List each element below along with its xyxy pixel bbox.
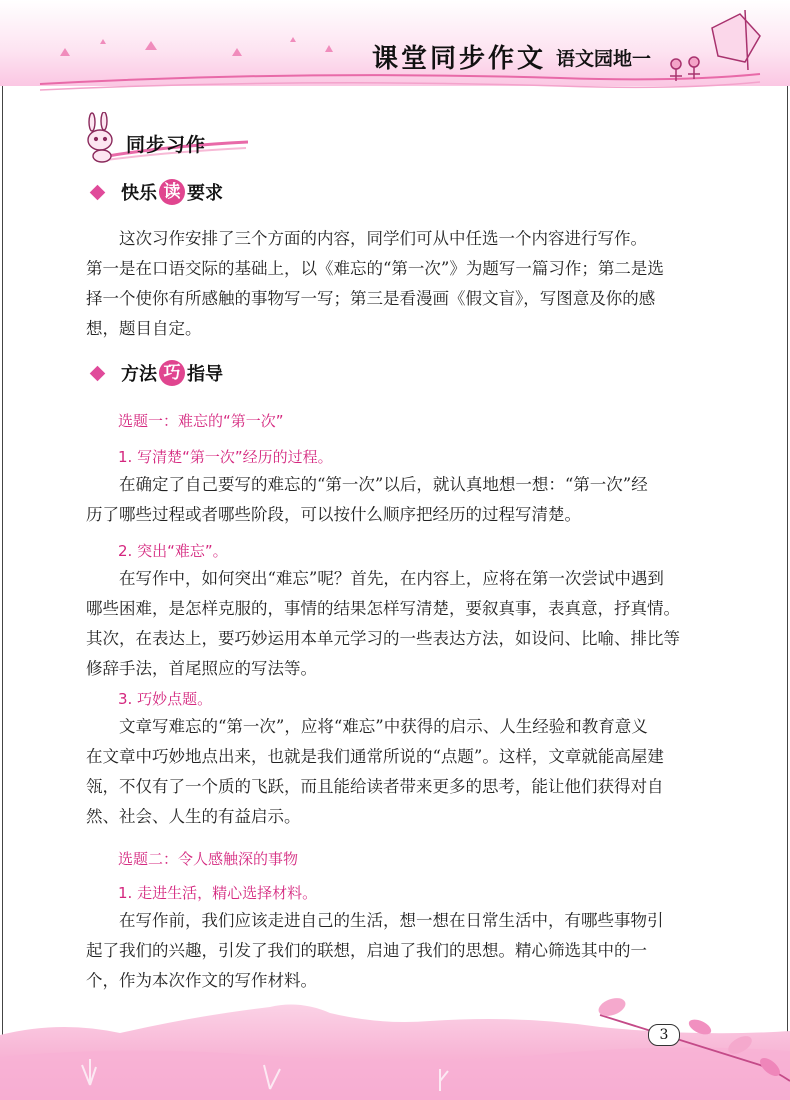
text-line: 在确定了自己要写的难忘的“第一次”以后，就认真地想一想：“第一次”经 [119, 475, 648, 494]
text-line: 然、社会、人生的有益启示。 [86, 807, 301, 826]
text-line: 在写作中，如何突出“难忘”呢？首先，在内容上，应将在第一次尝试中遇到 [119, 569, 664, 588]
paragraph-point-two [86, 564, 716, 684]
subheading-requirements [92, 177, 223, 207]
text-line: 起了我们的兴趣，引发了我们的联想，启迪了我们的思想。精心筛选其中的一 [86, 941, 647, 960]
point-four-heading: 1. 走进生活，精心选择材料。 [118, 884, 318, 902]
subheading-badge: 读 [159, 179, 185, 205]
point-two-heading: 2. 突出“难忘”。 [118, 542, 228, 560]
text-line: 瓴，不仅有了一个质的飞跃，而且能给读者带来更多的思考，能让他们获得对自 [86, 777, 664, 796]
text-line: 文章写难忘的“第一次”，应将“难忘”中获得的启示、人生经验和教育意义 [119, 717, 648, 736]
topic-two-heading: 选题二：令人感触深的事物 [118, 850, 299, 868]
subheading-text: 方法 [121, 364, 157, 385]
text-line: 其次，在表达上，要巧妙运用本单元学习的一些表达方法，如设问、比喻、排比等 [86, 629, 680, 648]
text-line: 修辞手法，首尾照应的写法等。 [86, 659, 317, 678]
page-number: 3 [648, 1024, 680, 1046]
text-line: 择一个使你有所感触的事物写一写；第三是看漫画《假文盲》，写图意及你的感 [86, 289, 656, 308]
subheading-text: 指导 [187, 364, 223, 385]
text-line: 想，题目自定。 [86, 319, 202, 338]
text-line: 在文章中巧妙地点出来，也就是我们通常所说的“点题”。这样，文章就能高屋建 [86, 747, 664, 766]
header-subtitle: 语文园地一 [556, 48, 652, 70]
page-header [0, 0, 790, 110]
point-three-heading: 3. 巧妙点题。 [118, 690, 213, 708]
subheading-guidance [92, 358, 223, 388]
subheading-text: 要求 [187, 183, 223, 204]
topic-one-heading: 选题一：难忘的“第一次” [118, 412, 284, 430]
section-title: 同步习作 [126, 134, 207, 156]
text-line: 历了哪些过程或者哪些阶段，可以按什么顺序把经历的过程写清楚。 [86, 505, 581, 524]
paragraph-point-one [86, 470, 716, 530]
point-one-heading: 1. 写清楚“第一次”经历的过程。 [118, 448, 333, 466]
text-line: 第一是在口语交际的基础上，以《难忘的“第一次”》为题写一篇习作；第二是选 [86, 259, 664, 278]
paragraph-point-four [86, 906, 716, 996]
paragraph-requirements [86, 224, 716, 344]
diamond-icon [90, 365, 106, 381]
subheading-badge: 巧 [159, 360, 185, 386]
text-line: 哪些困难，是怎样克服的，事情的结果怎样写清楚，要叙真事，表真意，抒真情。 [86, 599, 680, 618]
text-line: 这次习作安排了三个方面的内容，同学们可从中任选一个内容进行写作。 [119, 229, 647, 248]
paragraph-point-three [86, 712, 716, 832]
kids-flag-icon [670, 10, 760, 81]
header-title: 课堂同步作文 [372, 44, 547, 74]
rabbit-icon [88, 112, 112, 162]
text-line: 个，作为本次作文的写作材料。 [86, 971, 317, 990]
subheading-text: 快乐 [121, 183, 157, 204]
text-line: 在写作前，我们应该走进自己的生活，想一想在日常生活中，有哪些事物引 [119, 911, 664, 930]
diamond-icon [90, 184, 106, 200]
